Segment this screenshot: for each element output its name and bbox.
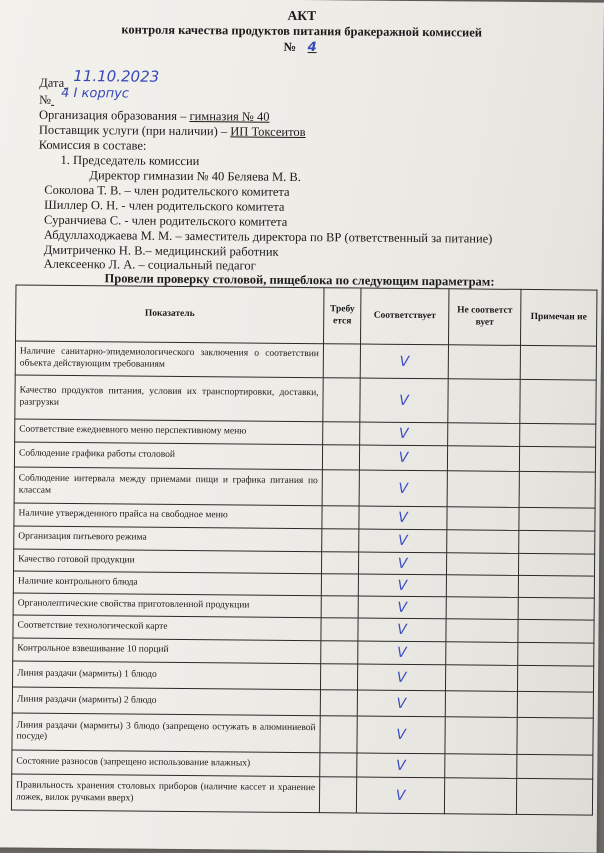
complies-check: V <box>359 529 447 553</box>
note-cell <box>520 345 596 380</box>
not-complies-cell <box>445 754 517 779</box>
table-row <box>15 375 596 424</box>
required-cell <box>322 470 359 506</box>
note-cell <box>519 507 595 531</box>
complies-check: V <box>358 641 446 665</box>
member-line: Алексеенко Л. А. – социальный педагог <box>43 256 256 273</box>
indicator-cell: Наличие контрольного блюда <box>13 571 321 596</box>
complies-check: V <box>357 690 445 717</box>
required-cell <box>321 552 358 574</box>
note-cell <box>517 691 593 718</box>
note-cell <box>518 642 594 666</box>
complies-check: V <box>359 445 447 471</box>
required-cell <box>320 690 357 716</box>
note-cell <box>519 446 595 472</box>
note-cell <box>517 754 593 779</box>
complies-check: V <box>359 506 447 530</box>
inspection-table <box>11 285 598 816</box>
required-cell <box>320 664 357 690</box>
indicator-cell: Организация питьевого режима <box>14 526 322 552</box>
not-complies-cell <box>447 446 519 472</box>
member-line: Шиллер О. Н. - член родительского комитета <box>44 197 285 214</box>
required-cell <box>323 422 360 445</box>
indicator-cell: Правильность хранения столовых приборов (наличие кассет и хранение ложек, вилок ручками вверх) <box>11 774 319 813</box>
indicator-cell: Линия раздачи (мармиты) 1 блюдо <box>12 661 320 690</box>
indicator-cell: Соблюдение интервала между приемами пищи и графика питания по классам <box>14 467 322 506</box>
complies-check: V <box>359 470 447 507</box>
not-complies-cell <box>446 575 518 598</box>
note-cell <box>518 575 594 598</box>
not-complies-cell <box>445 691 517 718</box>
indicator-cell: Качество продуктов питания, условия их транспортировки, доставки, разгрузки <box>15 375 323 422</box>
table-row <box>12 713 593 755</box>
not-complies-cell <box>445 717 517 755</box>
note-cell <box>518 619 594 643</box>
indicator-cell: Соблюдение графика работы столовой <box>14 442 322 470</box>
indicator-cell: Соответствие технологической карте <box>13 615 321 641</box>
complies-check: V <box>360 422 448 446</box>
member-line: Дмитриченко Н. В.– медицинский работник <box>43 242 279 259</box>
required-cell <box>321 618 358 641</box>
chair-item: 1. Председатель комиссии <box>60 152 200 169</box>
not-complies-cell <box>447 530 519 554</box>
act-number <box>284 40 329 55</box>
complies-check: V <box>358 618 446 642</box>
not-complies-cell <box>446 642 518 666</box>
complies-check: V <box>356 777 444 814</box>
required-cell <box>321 641 358 664</box>
table-row <box>15 341 596 380</box>
complies-check: V <box>358 596 446 619</box>
not-complies-cell <box>445 665 517 692</box>
not-complies-cell <box>447 471 519 508</box>
not-complies-cell <box>447 507 519 531</box>
act-number-value: 4 <box>307 40 317 56</box>
organization-value: гимназия № 40 <box>189 109 270 124</box>
commission-label: Комиссия в составе: <box>38 137 147 153</box>
not-complies-cell <box>448 379 520 424</box>
complies-check: V <box>360 344 448 379</box>
organization-label: Организация образования – <box>38 107 190 124</box>
required-cell <box>322 529 359 552</box>
indicator-cell: Наличие санитарно-эпидемиологического заключения о соответствии объекта действующим требованиям <box>15 341 323 378</box>
header-note: Примечан ие <box>520 289 596 346</box>
indicator-cell: Контрольное взвешивание 10 порций <box>13 638 321 664</box>
required-cell <box>323 344 360 378</box>
indicator-cell: Качество готовой продукции <box>14 549 322 574</box>
not-complies-cell <box>446 553 518 576</box>
table-row <box>11 774 592 815</box>
not-complies-cell <box>446 619 518 643</box>
table-caption: Провели проверку столовой, пищеблока по следующим параметрам: <box>104 271 495 289</box>
supplier-label: Поставщик услуги (при наличии) – <box>38 122 231 139</box>
note-cell <box>518 597 594 620</box>
note-cell <box>517 717 593 755</box>
header-not-complies: Не соответст вует <box>448 289 520 346</box>
chair-name: Директор гимназии № 40 Беляева М. В. <box>89 168 301 184</box>
indicator-cell: Линия раздачи (мармиты) 2 блюдо <box>12 687 320 716</box>
indicator-cell: Линия раздачи (мармиты) 3 блюдо (запрещено остужать в алюминиевой посуде) <box>12 713 320 753</box>
no-value: 4 I корпус <box>61 85 130 102</box>
table-header-row <box>16 285 597 346</box>
complies-check: V <box>357 716 445 754</box>
required-cell <box>322 445 359 470</box>
date-label: Дата <box>39 75 65 90</box>
required-cell <box>322 506 359 529</box>
complies-check: V <box>358 552 446 575</box>
header-indicator: Показатель <box>16 285 324 344</box>
complies-check: V <box>357 664 445 691</box>
required-cell <box>320 716 357 753</box>
indicator-cell: Органолептические свойства приготовленной продукции <box>13 593 321 618</box>
note-cell <box>520 379 596 424</box>
date-value: 11.10.2023 <box>73 67 160 86</box>
not-complies-cell <box>448 345 520 380</box>
complies-check: V <box>358 574 446 597</box>
act-number-label: № <box>283 39 297 54</box>
note-cell <box>516 778 592 815</box>
member-line: Абдуллаходжаева М. М. – заместитель директора по ВР (ответственный за питание) <box>43 227 493 246</box>
not-complies-cell <box>448 423 520 447</box>
not-complies-cell <box>446 597 518 620</box>
header-required: Требу ется <box>324 288 361 344</box>
note-cell <box>517 665 593 692</box>
header-complies: Соответствует <box>361 288 449 345</box>
supplier-value: ИП Токсеитов <box>230 124 306 140</box>
member-line: Соколова Т. В. – член родительского комитета <box>44 182 290 199</box>
note-cell <box>520 423 596 447</box>
table-row <box>14 467 595 508</box>
doc-title: АКТ <box>287 7 317 24</box>
required-cell <box>321 596 358 618</box>
indicator-cell: Состояние разносов (запрещено использование влажных) <box>12 750 320 777</box>
required-cell <box>323 378 360 422</box>
member-line: Суранчиева С. - член родительского комитета <box>44 212 288 229</box>
no-label: № <box>39 92 52 107</box>
doc-subtitle: контроля качества продуктов питания бракеражной комиссией <box>121 22 483 40</box>
required-cell <box>320 753 357 777</box>
required-cell <box>321 574 358 596</box>
note-cell <box>518 553 594 576</box>
complies-check: V <box>357 753 445 778</box>
note-cell <box>519 530 595 554</box>
required-cell <box>319 777 356 813</box>
note-cell <box>519 471 595 508</box>
indicator-cell: Соответствие ежедневного меню перспективному меню <box>15 419 323 445</box>
complies-check: V <box>360 378 448 423</box>
indicator-cell: Наличие утвержденного прайса на свободное меню <box>14 503 322 529</box>
not-complies-cell <box>444 778 516 815</box>
